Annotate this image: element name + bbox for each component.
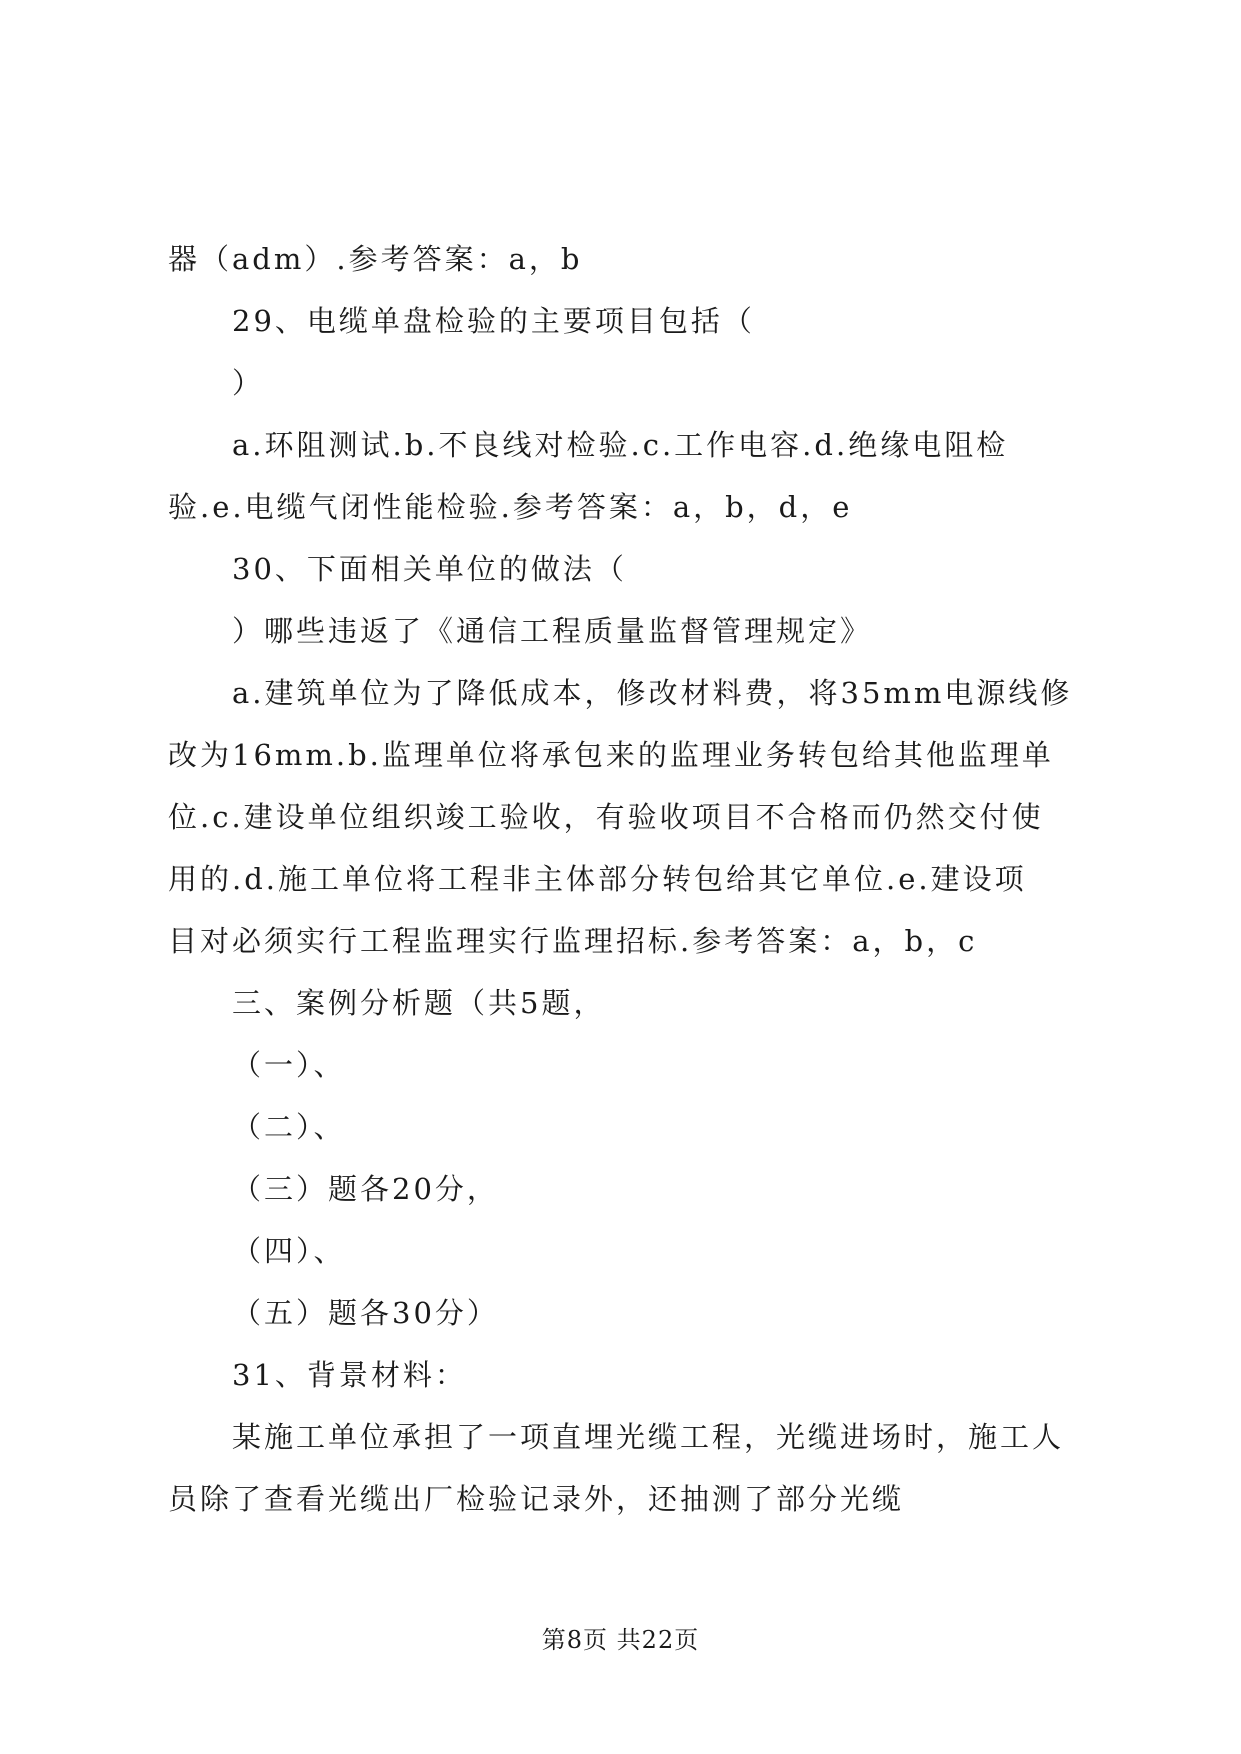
page-number: 第8页 共22页 — [541, 1626, 700, 1654]
text-line: 改为16mm.b.监理单位将承包来的监理业务转包给其他监理单 — [168, 738, 1054, 772]
text-line: （三）题各20分， — [232, 1172, 499, 1206]
text-line: 员除了查看光缆出厂检验记录外，还抽测了部分光缆 — [168, 1482, 905, 1516]
text-line: 30、下面相关单位的做法（ — [232, 552, 627, 586]
document-body — [168, 228, 1090, 1530]
text-line: 器（adm）.参考答案：a，b — [168, 242, 583, 276]
text-line: ）哪些违返了《通信工程质量监督管理规定》 — [232, 614, 873, 648]
text-line: ） — [232, 366, 265, 400]
text-line: 29、电缆单盘检验的主要项目包括（ — [232, 304, 755, 338]
text-line: 验.e.电缆气闭性能检验.参考答案：a，b，d，e — [168, 490, 853, 524]
text-line: a.环阻测试.b.不良线对检验.c.工作电容.d.绝缘电阻检 — [232, 428, 1009, 462]
text-line: 某施工单位承担了一项直埋光缆工程，光缆进场时，施工人 — [232, 1420, 1065, 1454]
section-heading: 三、案例分析题（共5题， — [232, 986, 606, 1020]
text-line: a.建筑单位为了降低成本，修改材料费，将35mm电源线修 — [232, 676, 1073, 710]
text-line: 31、背景材料： — [232, 1358, 467, 1392]
text-line: 位.c.建设单位组织竣工验收，有验收项目不合格而仍然交付使 — [168, 800, 1044, 834]
text-line: 用的.d.施工单位将工程非主体部分转包给其它单位.e.建设项 — [168, 862, 1027, 896]
text-line: （五）题各30分） — [232, 1296, 499, 1330]
text-line: （四）、 — [232, 1234, 346, 1268]
text-line: 目对必须实行工程监理实行监理招标.参考答案：a，b，c — [168, 924, 978, 958]
text-line: （二）、 — [232, 1110, 346, 1144]
text-line: （一）、 — [232, 1048, 346, 1082]
